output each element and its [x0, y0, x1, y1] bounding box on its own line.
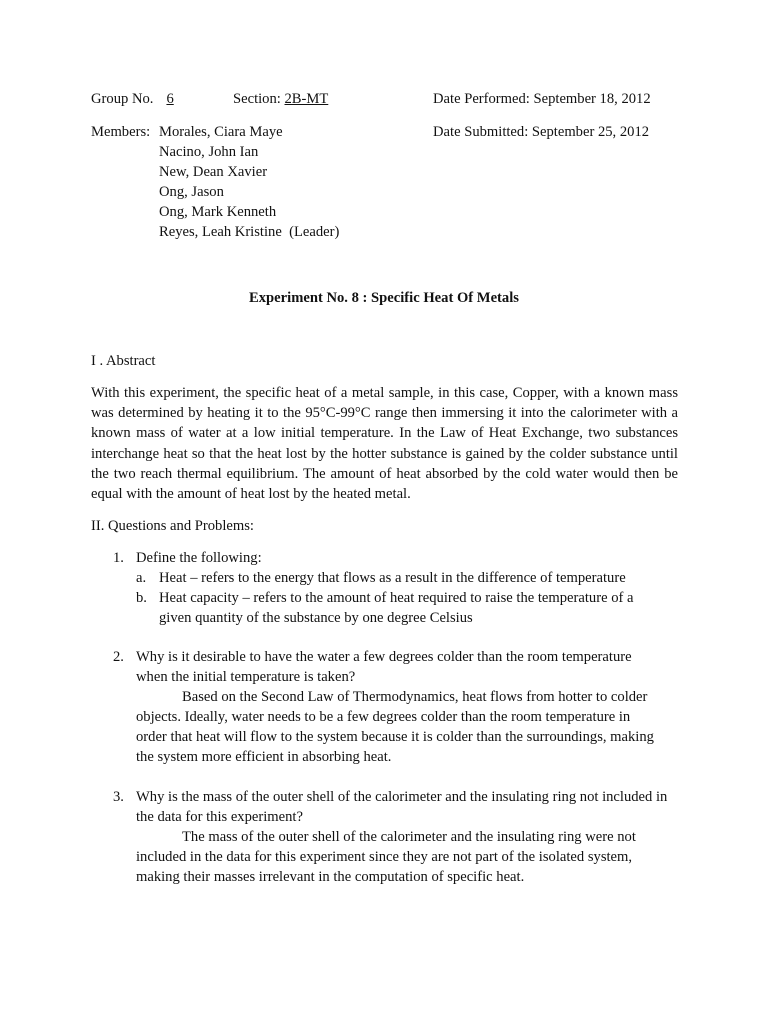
q2-answer: Based on the Second Law of Thermodynamics, heat flows from hotter to colder objects. Ideally, water needs to be a few degrees colder than the room temperature in order that heat will flow to the system because it is colder than the surroundings, making the system more efficient in absorbing heat.	[136, 689, 654, 765]
abstract-heading: I . Abstract	[91, 353, 156, 369]
member-item: Ong, Jason	[159, 184, 224, 200]
member-item: Reyes, Leah Kristine (Leader)	[159, 224, 340, 240]
q2-number: 2.	[113, 649, 124, 665]
member-item: New, Dean Xavier	[159, 164, 268, 180]
experiment-title: Experiment No. 8 : Specific Heat Of Metals	[249, 290, 519, 306]
q1-a-text: Heat – refers to the energy that flows as a result in the difference of temperature	[159, 570, 626, 586]
member-item: Nacino, John Ian	[159, 144, 259, 160]
members-list	[159, 122, 339, 242]
q1-text: Define the following:	[136, 550, 262, 566]
member-item: Ong, Mark Kenneth	[159, 204, 277, 220]
section-value: 2B-MT	[284, 91, 329, 107]
q1-b-marker: b.	[136, 590, 147, 606]
q3-question: Why is the mass of the outer shell of the calorimeter and the insulating ring not included in the data for this experiment?	[136, 789, 668, 825]
q1-b-text: Heat capacity – refers to the amount of heat required to raise the temperature of a given quantity of the substance by one degree Celsius	[159, 590, 634, 626]
group-value: 6	[166, 91, 174, 107]
date-submitted: Date Submitted: September 25, 2012	[433, 124, 650, 140]
q2-block	[136, 647, 656, 767]
group-label: Group No.	[91, 91, 154, 107]
q1-number: 1.	[113, 550, 124, 566]
section	[233, 89, 328, 109]
date-performed: Date Performed: September 18, 2012	[433, 91, 651, 107]
questions-heading: II. Questions and Problems:	[91, 518, 254, 534]
section-label: Section:	[233, 91, 281, 107]
abstract-text: With this experiment, the specific heat of a metal sample, in this case, Copper, with a known mass was determined by heating it to the 95°C-99°C range then immersing it into the calorimeter with a known mass of water at a low initial temperature. In the Law of Heat Exchange, two substances interchange heat so that the heat lost by the hotter substance is gained by the colder substance until the two reach thermal equilibrium. The amount of heat absorbed by the cold water would then be equal with the amount of heat lost by the heated metal.	[91, 385, 678, 503]
q2-question: Why is it desirable to have the water a few degrees colder than the room temperature when the initial temperature is taken?	[136, 649, 632, 685]
group-number	[91, 89, 183, 109]
q3-number: 3.	[113, 789, 124, 805]
member-item: Morales, Ciara Maye	[159, 124, 283, 140]
q3-answer: The mass of the outer shell of the calorimeter and the insulating ring were not included in the data for this experiment since they are not part of the isolated system, making their masses irrelevant in the computation of specific heat.	[136, 829, 636, 885]
q1-a-marker: a.	[136, 570, 147, 586]
q3-block	[136, 787, 672, 887]
members-label: Members:	[91, 124, 151, 140]
